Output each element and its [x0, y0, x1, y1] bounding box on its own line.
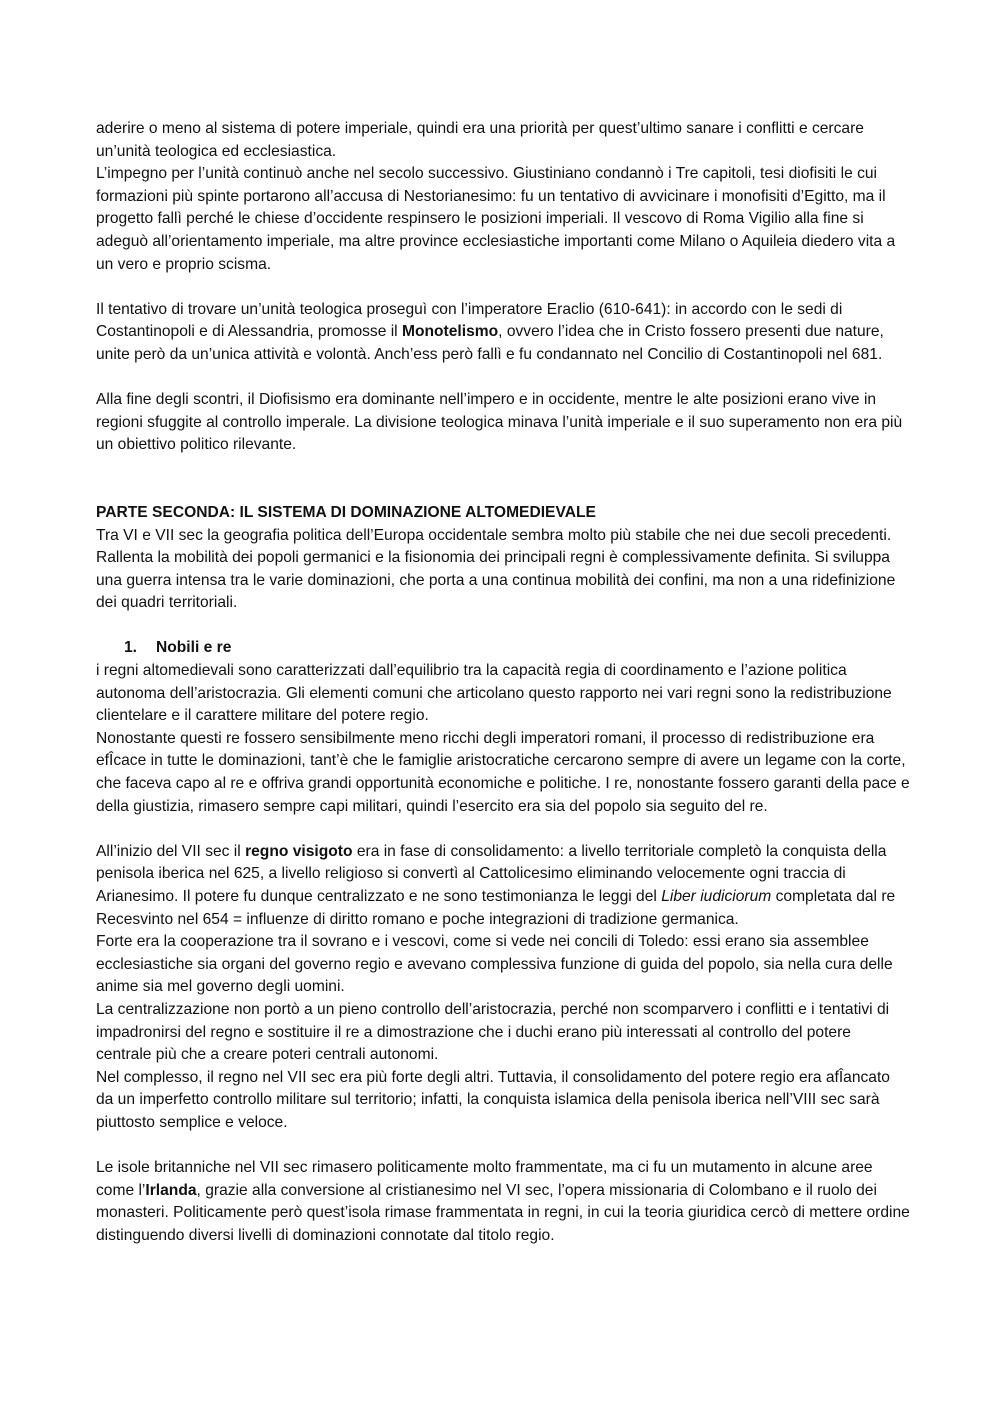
spacer: [96, 367, 910, 390]
subheading-title: Nobili e re: [156, 639, 232, 657]
text-run: , ovvero l’idea che in Cristo fossero presenti due nature, unite però da un’unica attività e volontà. Anch’ess però fallì e fu condannato nel Concilio di Costantinopoli nel 681.: [96, 323, 884, 363]
paragraph-11: Nel complesso, il regno nel VII sec era più forte degli altri. Tuttavia, il consolidamento del potere regio era afÎancato da un imperfetto controllo militare sul territorio; infatti, la conquista islamica della penisola iberica nell’VIII sec sarà piuttosto semplice e veloce.: [96, 1068, 890, 1131]
paragraph-9: Forte era la cooperazione tra il sovrano e i vescovi, come si vede nei concili di Toledo: essi erano sia assemblee ecclesiastiche sia organi del governo regio e avevano complessiva funzione di guida del popolo, sia nella cura delle anime sia mel governo degli uomini.: [96, 933, 893, 996]
spacer: [96, 615, 910, 638]
text-run: Il tentativo di trovare un’unità teologica proseguì con l’imperatore Eraclio (610-641): in accordo con le sedi di Costantinopoli e di Alessandria, promosse il: [96, 300, 843, 341]
list-number: 1.: [124, 639, 138, 657]
spacer: [96, 276, 910, 299]
text-run: era in fase di consolidamento: a livello territoriale completò la conquista della penisola iberica nel 625, a livello religioso si convertì al Cattolicesimo eliminando velocemente ogni traccia di Arianesimo. Il potere fu dunque centralizzato e ne sono testimonianza le leggi del: [96, 842, 887, 905]
spacer: [96, 1135, 910, 1158]
paragraph-10: La centralizzazione non portò a un pieno controllo dell’aristocrazia, perché non scomparvero i conflitti e i tentativi di impadronirsi del regno e sostituire il re a dimostrazione che i duchi erano più interessati al controllo del potere centrale più che a creare poteri centrali autonomi.: [96, 1000, 890, 1064]
section-heading: PARTE SECONDA: IL SISTEMA DI DOMINAZIONE ALTOMEDIEVALE: [96, 503, 596, 521]
paragraph-12: [96, 1157, 910, 1247]
italic-term-liber-iudiciorum: Liber iudiciorum: [661, 888, 772, 905]
paragraph-6: i regni altomedievali sono caratterizzati dall’equilibrio tra la capacità regia di coordinamento e l’azione politica autonoma dell’aristocrazia. Gli elementi comuni che articolano questo rapporto nei vari regni sono la redistribuzione clientelare e il carattere militare del potere regio.: [96, 662, 892, 725]
paragraph-8: [96, 841, 910, 931]
paragraph-1: aderire o meno al sistema di potere imperiale, quindi era una priorità per quest’ultimo sanare i conflitti e cercare un’unità teologica ed ecclesiastica.: [96, 120, 864, 160]
text-run: All’inizio del VII sec il: [96, 842, 246, 860]
paragraph-7: Nonostante questi re fossero sensibilmente meno ricchi degli imperatori romani, il processo di redistribuzione era efÎcace in tutte le dominazioni, tant’è che le famiglie aristocratiche cercarono sempre di avere un legame con la corte, che faceva capo al re e offriva grandi opportunità economiche e politiche. I re, nonostante fossero garanti della pace e della giustizia, rimasero sempre capi militari, quindi l’esercito era sia del popolo sia seguito del re.: [96, 729, 910, 815]
numbered-subheading: [96, 637, 910, 660]
spacer: [96, 457, 910, 502]
text-run: completata dal re Recesvinto nel 654 = influenze di diritto romano e poche integrazioni di tradizione germanica.: [96, 888, 896, 928]
paragraph-3: [96, 299, 910, 367]
paragraph-5: Tra VI e VII sec la geografia politica dell’Europa occidentale sembra molto più stabile che nei due secoli precedenti. Rallenta la mobilità dei popoli germanici e la fisionomia dei principali regni è complessivamente definita. Si sviluppa una guerra intensa tra le varie dominazioni, che porta a una continua mobilità dei confini, ma non a una ridefinizione dei quadri territoriali.: [96, 526, 896, 612]
bold-term-irlanda: Irlanda: [145, 1181, 197, 1199]
paragraph-4: Alla fine degli scontri, il Diofisismo era dominante nell’impero e in occidente, mentre le alte posizioni erano vive in regioni sfuggite al controllo imperale. La divisione teologica minava l’unità imperiale e il suo superamento non era più un obiettivo politico rilevante.: [96, 391, 903, 454]
spacer: [96, 818, 910, 841]
paragraph-2: L’impegno per l’unità continuò anche nel secolo successivo. Giustiniano condannò i Tre capitoli, tesi diofisiti le cui formazioni più spinte portarono all’accusa di Nestorianesimo: fu un tentativo di avvicinare i monofisiti d’Egitto, ma il progetto fallì perché le chiese d’occidente respinsero le posizioni imperiali. Il vescovo di Roma Vigilio alla fine si adeguò all’orientamento imperiale, ma altre province ecclesiastiche importanti come Milano o Aquileia diedero vita a un vero e proprio scisma.: [96, 165, 896, 273]
text-run: Le isole britanniche nel VII sec rimasero politicamente molto frammentate, ma ci fu un mutamento in alcune aree come l’: [96, 1159, 873, 1199]
bold-term-regno-visigoto: regno visigoto: [245, 842, 353, 860]
text-run: , grazie alla conversione al cristianesimo nel VI sec, l’opera missionaria di Colombano e il ruolo dei monasteri. Politicamente però quest’isola rimase frammentata in regni, in cui la teoria giuridica cercò di mettere ordine distinguendo diversi livelli di dominazioni connotate dal titolo regio.: [96, 1181, 910, 1244]
bold-term-monotelismo: Monotelismo: [401, 323, 499, 341]
